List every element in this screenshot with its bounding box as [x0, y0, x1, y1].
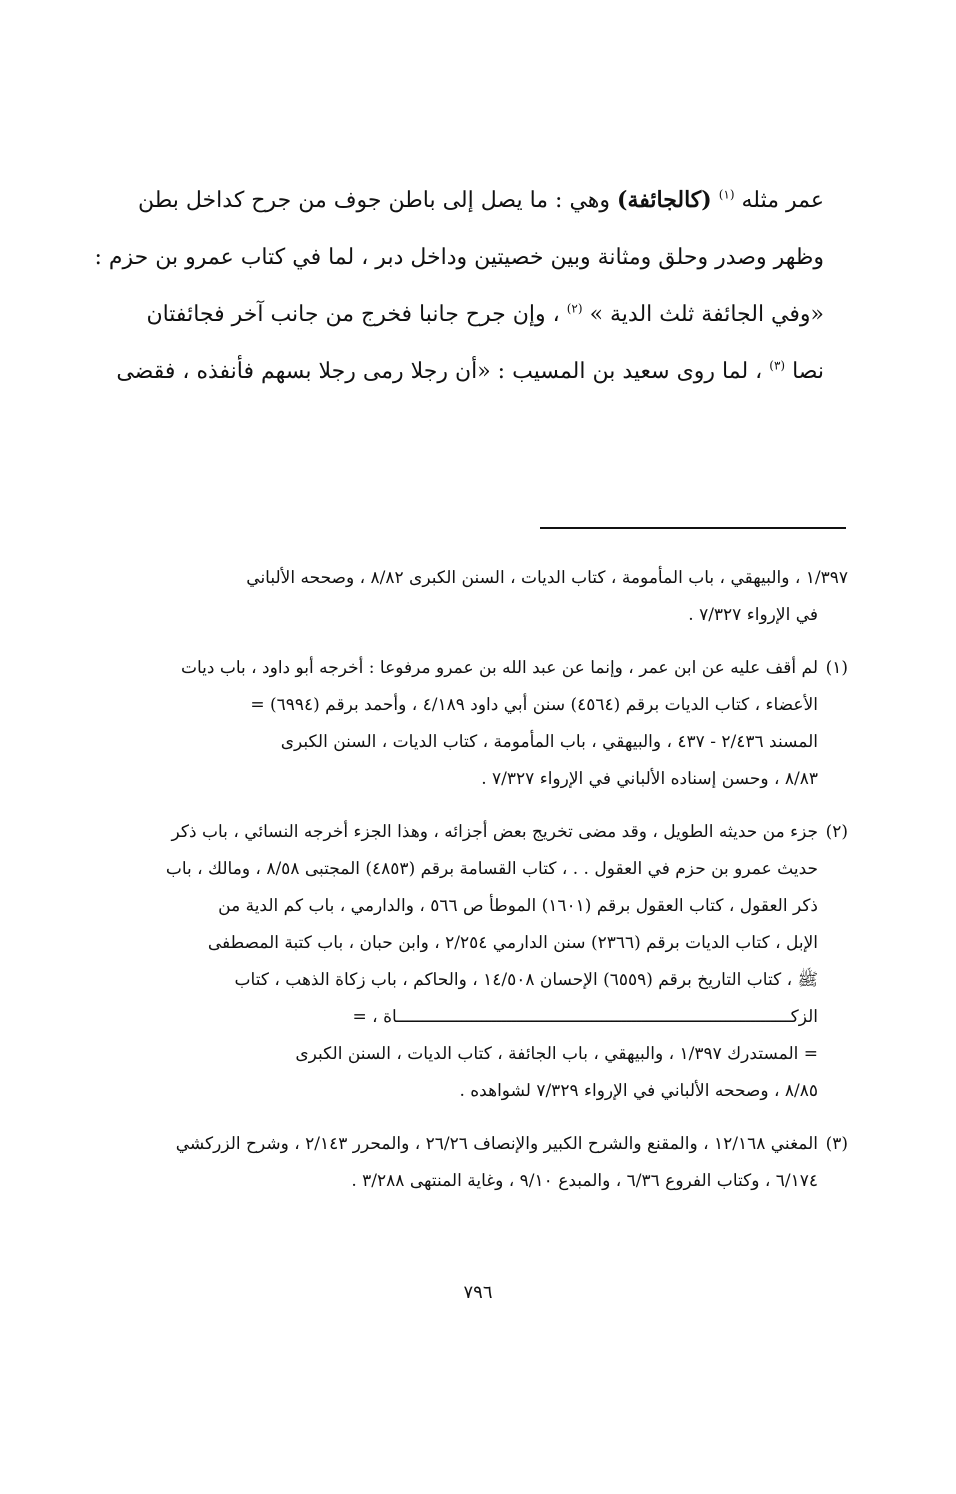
- main-line-4: [78, 343, 824, 400]
- footnote-number: (٣): [825, 1134, 848, 1154]
- main-text-fragment: وهي : ما يصل إلى باطن جوف من جرح كداخل بطن: [137, 188, 611, 213]
- footnote-line: [78, 650, 848, 687]
- footnote-line: ٦/١٧٤ ، وكتاب الفروع ٦/٣٦ ، والمبدع ٩/١٠ ، وغاية المنتهى ٣/٢٨٨ .: [351, 1171, 818, 1191]
- footnote-line: الإبل ، كتاب الديات برقم (٢٣٦٦) سنن الدارمي ٢/٢٥٤ ، وابن حبان ، باب كتبة المصطفى: [207, 933, 818, 953]
- page-number: ٧٩٦: [463, 1282, 493, 1303]
- footnote-line: ﷺ ، كتاب التاريخ برقم (٦٥٥٩) الإحسان ١٤/٥٠٨ ، والحاكم ، باب زكاة الذهب ، كتاب: [234, 970, 818, 990]
- main-text-fragment: نصا: [792, 359, 824, 384]
- footnote-line: ٨/٨٥ ، وصححه الألباني في الإرواء ٧/٣٢٩ لشواهده .: [459, 1081, 818, 1101]
- main-text-fragment: ، وإن جرح جانبا فخرج من جانب آخر فجائفتان: [146, 302, 560, 327]
- main-text-fragment: عمر مثله: [741, 188, 824, 213]
- footnote-line: المسند ٢/٤٣٦ - ٤٣٧ ، والبيهقي ، باب المأمومة ، كتاب الديات ، السنن الكبرى: [280, 732, 818, 752]
- footnote-line: ٨/٨٣ ، وحسن إسناده الألباني في الإرواء ٧/٣٢٧ .: [481, 769, 818, 789]
- footnote-3: [78, 1126, 848, 1200]
- footnote-line: [78, 814, 848, 851]
- bold-term: (كالجائفة): [617, 187, 712, 213]
- main-text: [78, 172, 824, 400]
- footnote-separator: [540, 527, 846, 529]
- main-line-1: [78, 172, 824, 229]
- footnote-ref-3: (٣): [769, 358, 786, 373]
- footnote-1: [78, 650, 848, 798]
- footnote-text: المغني ١٢/١٦٨ ، والمقنع والشرح الكبير والإنصاف ٢٦/٢٦ ، والمحرر ٢/١٤٣ ، وشرح الزركشي: [175, 1134, 818, 1154]
- footnote-ref-1: (١): [718, 187, 735, 202]
- main-line-3: [78, 286, 824, 343]
- footnote-line: في الإرواء ٧/٣٢٧ .: [688, 605, 818, 625]
- footnote-line: الزكـــــــــــــــــــــــــــــــــــــــــــــــــــــــــــــــــــــــــــــــاة ، =: [352, 1007, 818, 1027]
- footnote-line: = المستدرك ١/٣٩٧ ، والبيهقي ، باب الجائفة ، كتاب الديات ، السنن الكبرى: [295, 1044, 818, 1064]
- footnote-line: حديث عمرو بن حزم في العقول . . ، كتاب القسامة برقم (٤٨٥٣) المجتبى ٨/٥٨ ، ومالك ، باب: [165, 859, 818, 879]
- footnote-line: ذكر العقول ، كتاب العقول برقم (١٦٠١) الموطأ ص ٥٦٦ ، والدارمي ، باب كم الدية من: [218, 896, 818, 916]
- footnotes: [78, 560, 848, 1216]
- footnote-number: (١): [825, 658, 848, 678]
- footnote-text: جزء من حديثه الطويل ، وقد مضى تخريج بعض أجزائه ، وهذا الجزء أخرجه النسائي ، باب ذكر: [171, 822, 818, 842]
- footnote-line: ١/٣٩٧ ، والبيهقي ، باب المأمومة ، كتاب الديات ، السنن الكبرى ٨/٨٢ ، وصححه الألباني: [246, 568, 848, 588]
- main-line-2: وظهر وصدر وحلق ومثانة وبين خصيتين وداخل دبر ، لما في كتاب عمرو بن حزم :: [94, 245, 824, 270]
- footnote-2: [78, 814, 848, 1110]
- main-text-fragment: ، لما روى سعيد بن المسيب : «أن رجلا رمى رجلا بسهم فأنفذه ، فقضى: [116, 359, 763, 384]
- footnote-number: (٢): [825, 822, 848, 842]
- footnote-line: الأعضاء ، كتاب الديات برقم (٤٥٦٤) سنن أبي داود ٤/١٨٩ ، وأحمد برقم (٦٩٩٤) =: [250, 695, 818, 715]
- footnote-continued: [78, 560, 848, 634]
- footnote-ref-2: (٢): [566, 301, 583, 316]
- footnote-text: لم أقف عليه عن ابن عمر ، وإنما عن عبد الله بن عمرو مرفوعا : أخرجه أبو داود ، باب ديات: [180, 658, 818, 678]
- quotation: «وفي الجائفة ثلث الدية »: [589, 302, 824, 327]
- footnote-line: [78, 1126, 848, 1163]
